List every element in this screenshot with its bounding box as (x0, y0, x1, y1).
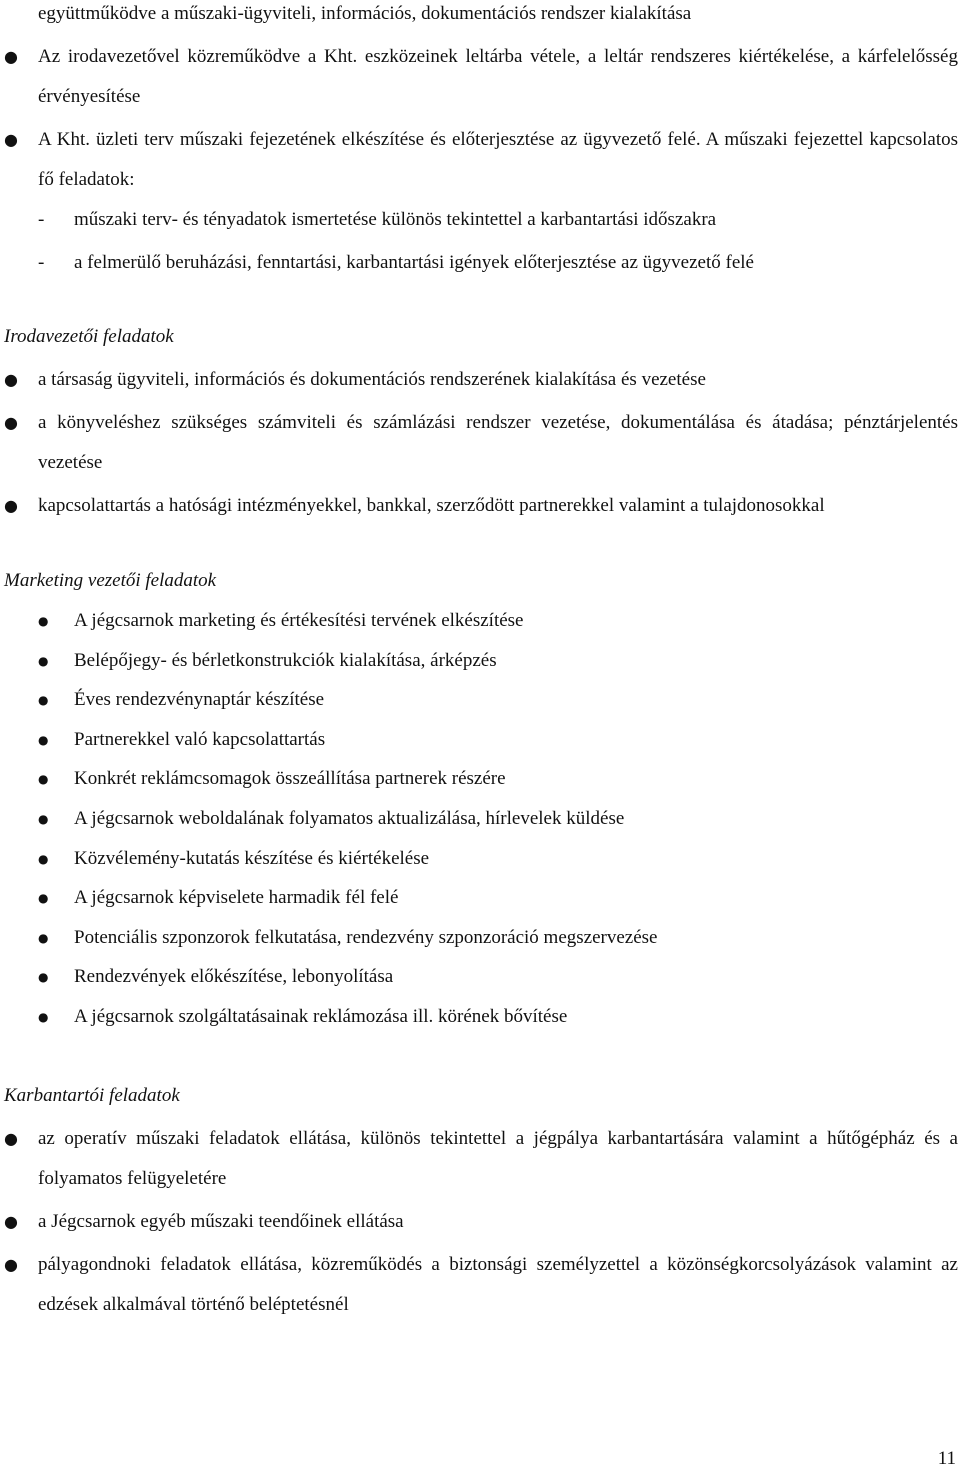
list-item (0, 37, 960, 117)
list-item-text: a Jégcsarnok egyéb műszaki teendőinek ellátása (38, 1210, 404, 1232)
list-item (0, 601, 960, 641)
list-item (0, 799, 960, 839)
bullet-icon: ● (4, 413, 18, 432)
list-item (0, 641, 960, 681)
list-item (0, 1119, 960, 1199)
list-item (0, 839, 960, 879)
bullet-icon: ● (38, 614, 49, 628)
list-item-text: Rendezvények előkészítése, lebonyolítása (74, 966, 394, 988)
bullet-icon: ● (4, 47, 18, 66)
section-heading-marketing: Marketing vezetői feladatok (4, 570, 217, 591)
bullet-icon: ● (38, 930, 49, 945)
list-item (0, 720, 960, 760)
bullet-icon: ● (38, 772, 49, 787)
list-item-text: Potenciális szponzorok felkutatása, rendezvény szponzoráció megszervezése (74, 926, 658, 948)
bullet-icon: ● (4, 1211, 18, 1231)
list-item-text: A Kht. üzleti terv műszaki fejezetének elkészítése és előterjesztése az ügyvezető felé. A műszaki fejezettel kapcsolatos fő feladatok: (38, 129, 958, 190)
bullet-icon: ● (38, 970, 49, 985)
list-item (0, 918, 960, 958)
dash-icon: - (38, 209, 45, 230)
list-item-text: A jégcsarnok szolgáltatásainak reklámozása ill. körének bővítése (74, 1005, 568, 1027)
bullet-icon: ● (38, 693, 49, 708)
list-item-text: Belépőjegy- és bérletkonstrukciók kialakítása, árképzés (74, 649, 497, 671)
list-item (0, 1245, 960, 1325)
list-item (0, 120, 960, 200)
list-item (0, 759, 960, 799)
list-item-text: az operatív műszaki feladatok ellátása, különös tekintettel a jégpálya karbantartására valamint a hűtőgépház és a folyamatos felügyeletére (38, 1127, 958, 1189)
list-item-text: Közvélemény-kutatás készítése és kiértékelése (74, 847, 430, 869)
list-item (0, 680, 960, 720)
list-item-text: Partnerekkel való kapcsolattartás (74, 728, 326, 750)
section-heading-maintenance: Karbantartói feladatok (4, 1084, 180, 1106)
list-item-text: Konkrét reklámcsomagok összeállítása partnerek részére (74, 768, 506, 790)
bullet-icon: ● (38, 1009, 49, 1024)
bullet-icon: ● (38, 811, 49, 826)
list-item-text: pályagondnoki feladatok ellátása, közreműködés a biztonsági személyzettel a közönségkorcsolyázások valamint az edzések alkalmával történő beléptetésnél (38, 1253, 958, 1315)
list-item (0, 957, 960, 997)
list-item-text: kapcsolattartás a hatósági intézményekkel, bankkal, szerződött partnerekkel valamint a tulajdonosokkal (38, 495, 825, 516)
list-item (0, 997, 960, 1037)
list-item-text: A jégcsarnok weboldalának folyamatos aktualizálása, hírlevelek küldése (74, 807, 625, 829)
section-heading-office: Irodavezetői feladatok (4, 326, 174, 347)
bullet-icon: ● (4, 1128, 18, 1148)
list-item-text: a társaság ügyviteli, információs és dokumentációs rendszerének kialakítása és vezetése (38, 369, 706, 390)
intro-first-line: együttműködve a műszaki-ügyviteli, információs, dokumentációs rendszer kialakítása (38, 3, 692, 24)
bullet-icon: ● (4, 370, 18, 389)
bullet-icon: ● (4, 496, 18, 515)
list-item (0, 360, 960, 400)
bullet-icon: ● (38, 851, 49, 866)
bullet-icon: ● (38, 732, 49, 747)
bullet-icon: ● (38, 891, 49, 906)
dash-item (0, 200, 960, 240)
dash-item-text: a felmerülő beruházási, fenntartási, karbantartási igények előterjesztése az ügyvezető felé (74, 252, 754, 273)
bullet-icon: ● (4, 1254, 18, 1274)
bullet-icon: ● (4, 130, 18, 149)
dash-item-text: műszaki terv- és tényadatok ismertetése különös tekintettel a karbantartási időszakra (74, 209, 717, 230)
page-number: 11 (937, 1448, 956, 1469)
list-item-text: A jégcsarnok marketing és értékesítési tervének elkészítése (74, 610, 524, 631)
list-item (0, 403, 960, 483)
list-item-text: Az irodavezetővel közreműködve a Kht. eszközeinek leltárba vétele, a leltár rendszeres kiértékelése, a kárfelelősség érvényesítése (38, 46, 958, 107)
list-item (0, 878, 960, 918)
list-item-text: a könyveléshez szükséges számviteli és számlázási rendszer vezetése, dokumentálása és átadása; pénztárjelentés vezetése (38, 412, 958, 473)
list-item-text: A jégcsarnok képviselete harmadik fél felé (74, 887, 399, 909)
list-item (0, 1202, 960, 1242)
list-item-text: Éves rendezvénynaptár készítése (74, 689, 325, 711)
dash-item (0, 243, 960, 283)
list-item (0, 486, 960, 526)
bullet-icon: ● (38, 653, 49, 668)
dash-icon: - (38, 252, 45, 273)
